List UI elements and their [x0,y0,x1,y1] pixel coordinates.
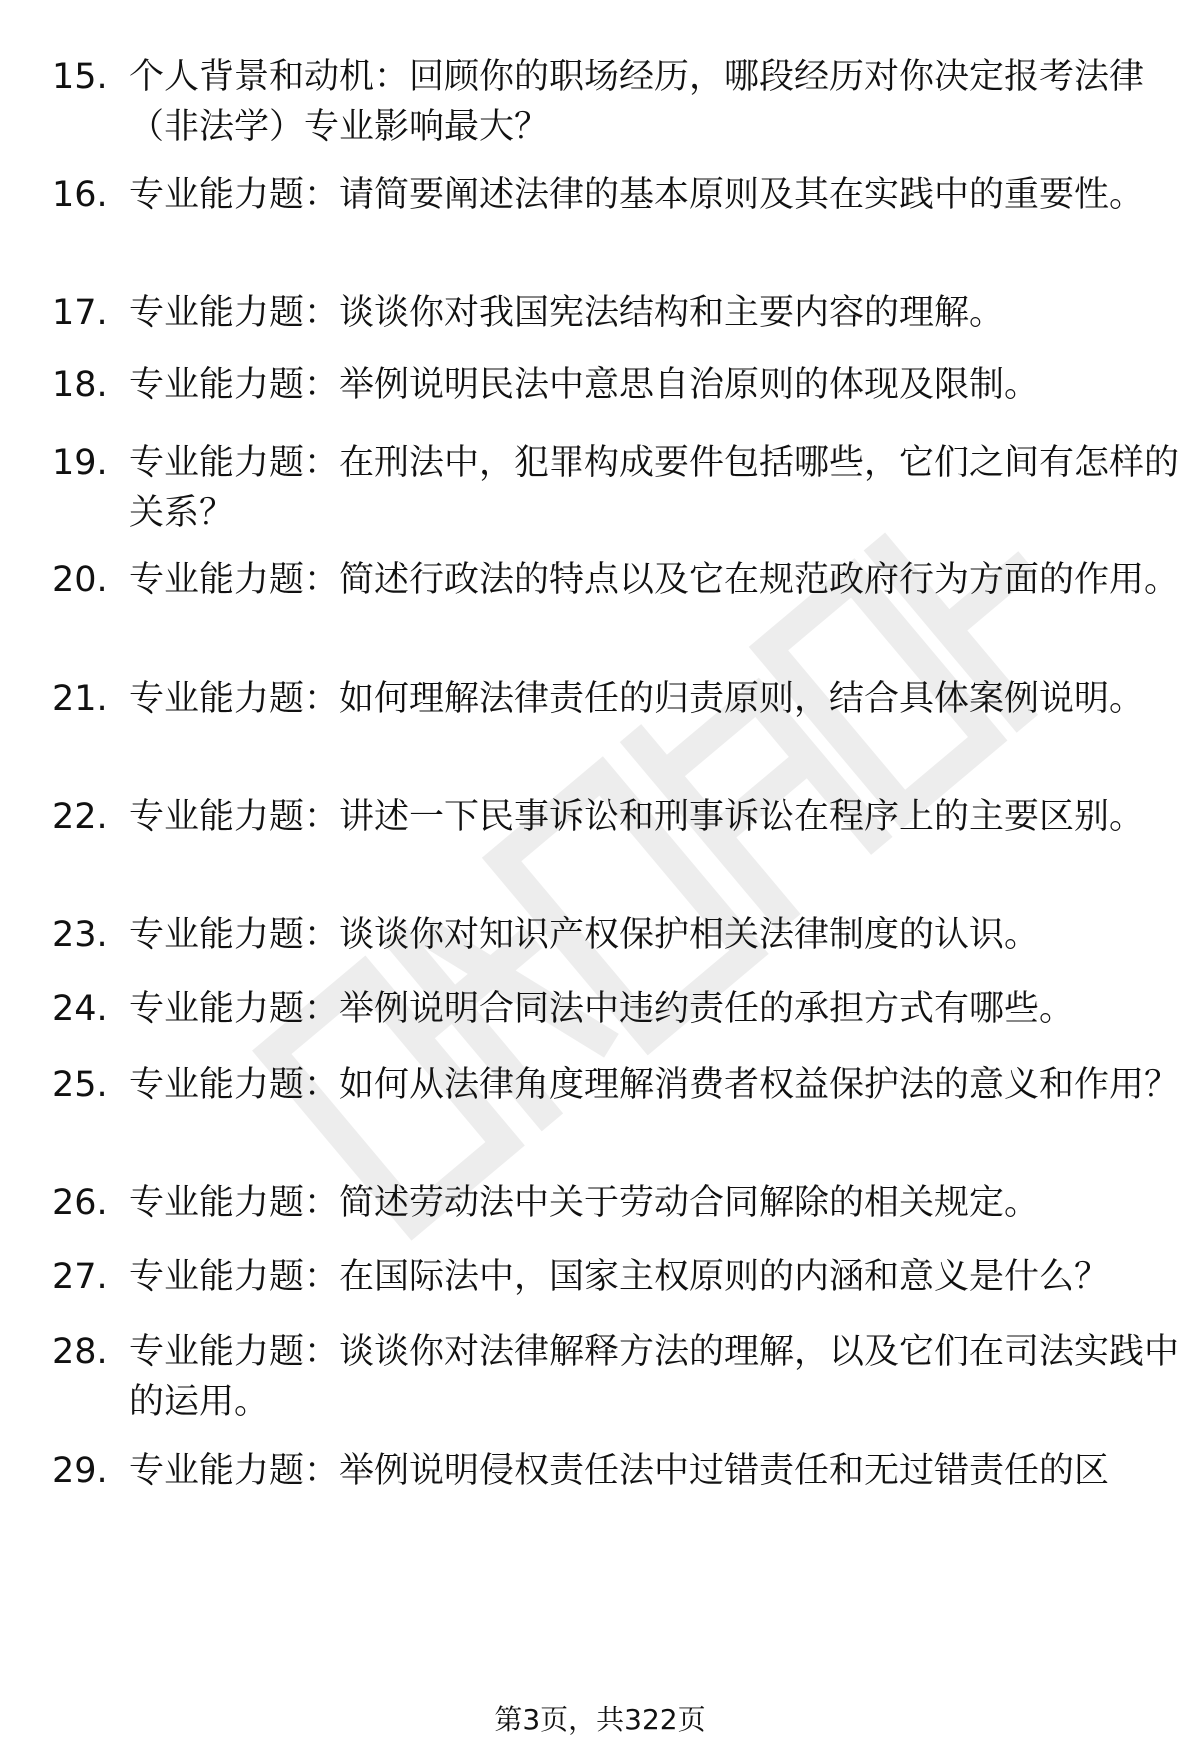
question-number: 19. [52,443,108,483]
question-text: 专业能力题：谈谈你对我国宪法结构和主要内容的理解。 [129,293,1005,333]
question-text: 专业能力题：举例说明侵权责任法中过错责任和无过错责任的区 [129,1451,1110,1491]
question-number: 29. [52,1451,108,1491]
question-text: 专业能力题：讲述一下民事诉讼和刑事诉讼在程序上的主要区别。 [129,797,1145,837]
question-number: 28. [52,1332,108,1372]
question-text: 专业能力题：如何从法律角度理解消费者权益保护法的意义和作用？ [129,1065,1180,1105]
question-number: 16. [52,175,108,215]
question-number: 15. [52,57,108,97]
question-text: 专业能力题：如何理解法律责任的归责原则，结合具体案例说明。 [129,679,1145,719]
question-text: 专业能力题：在国际法中，国家主权原则的内涵和意义是什么？ [129,1257,1110,1297]
question-number: 25. [52,1065,108,1105]
question-text: 专业能力题：举例说明民法中意思自治原则的体现及限制。 [129,365,1040,405]
question-text: 专业能力题：简述劳动法中关于劳动合同解除的相关规定。 [129,1183,1040,1223]
question-text: 专业能力题：举例说明合同法中违约责任的承担方式有哪些。 [129,989,1075,1029]
question-number: 23. [52,915,108,955]
question-number: 20. [52,560,108,600]
question-number: 18. [52,365,108,405]
question-text: 专业能力题：谈谈你对知识产权保护相关法律制度的认识。 [129,915,1040,955]
question-text: 专业能力题：在刑法中，犯罪构成要件包括哪些，它们之间有怎样的关系？ [129,443,1180,533]
question-number: 24. [52,989,108,1029]
question-text: 专业能力题：简述行政法的特点以及它在规范政府行为方面的作用。 [129,560,1180,600]
question-text: 个人背景和动机：回顾你的职场经历，哪段经历对你决定报考法律（非法学）专业影响最大？ [129,57,1145,147]
question-number: 17. [52,293,108,333]
question-number: 27. [52,1257,108,1297]
question-number: 26. [52,1183,108,1223]
question-text: 专业能力题：谈谈你对法律解释方法的理解，以及它们在司法实践中的运用。 [129,1332,1180,1422]
page-number-footer: 第3页，共322页 [494,1703,706,1736]
question-text: 专业能力题：请简要阐述法律的基本原则及其在实践中的重要性。 [129,175,1145,215]
question-number: 22. [52,797,108,837]
question-number: 21. [52,679,108,719]
